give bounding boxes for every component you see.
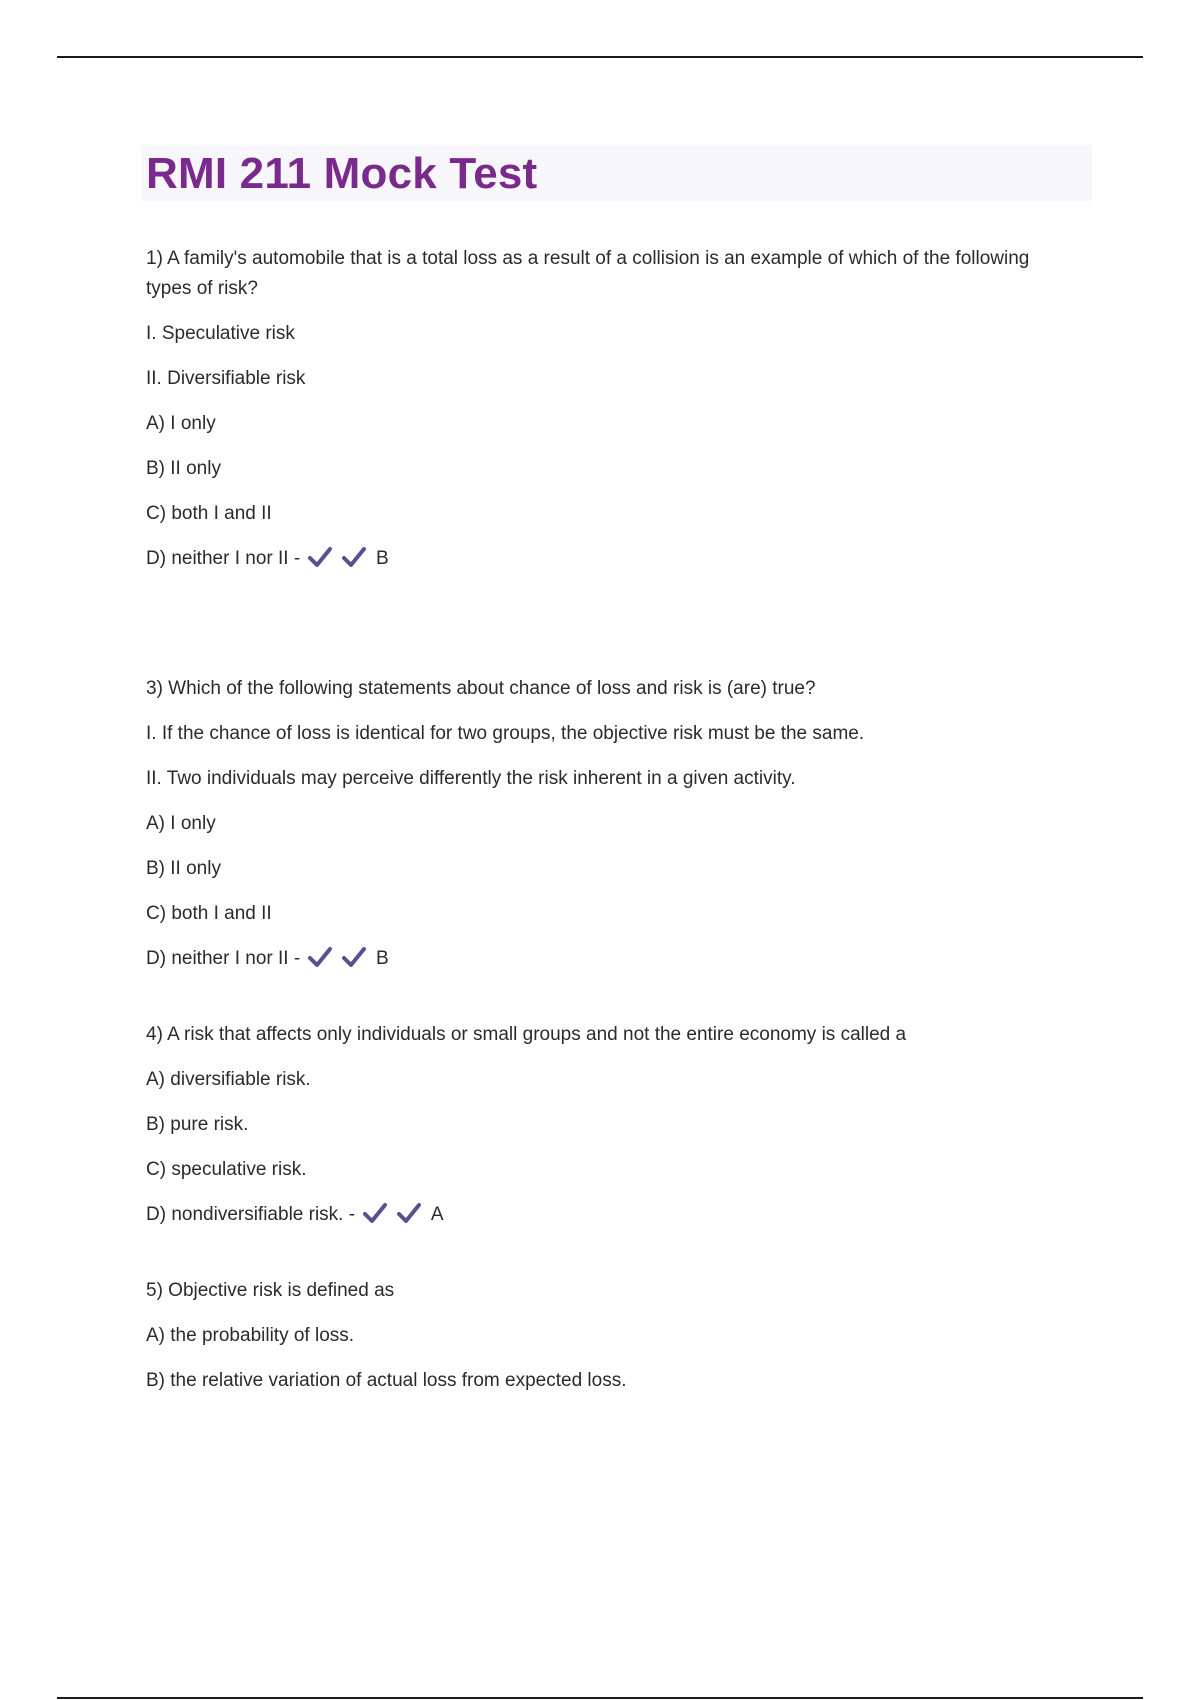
option-d: D) neither I nor II - — [146, 948, 301, 969]
option-d-with-answer — [146, 544, 1066, 574]
question-1 — [146, 244, 1066, 574]
answer-key: B — [376, 948, 389, 969]
option-d: D) nondiversifiable risk. - — [146, 1204, 356, 1225]
option-a: A) the probability of loss. — [146, 1325, 355, 1346]
question-stem: 4) A risk that affects only individuals or small groups and not the entire economy is called a — [146, 1024, 907, 1045]
statement: I. If the chance of loss is identical for two groups, the objective risk must be the same. — [146, 723, 865, 744]
question-4 — [146, 1020, 1066, 1230]
statement: II. Two individuals may perceive differently the risk inherent in a given activity. — [146, 768, 796, 789]
question-list — [146, 244, 1066, 1396]
option-c: C) both I and II — [146, 903, 272, 924]
option-b: B) II only — [146, 858, 221, 879]
option-d-with-answer — [146, 944, 1066, 974]
checkmark-icon — [307, 946, 333, 968]
checkmark-icon — [307, 546, 333, 568]
checkmark-icon — [341, 546, 367, 568]
question-5 — [146, 1276, 1066, 1396]
option-c: C) both I and II — [146, 503, 272, 524]
answer-key: B — [376, 548, 389, 569]
option-b: B) II only — [146, 458, 221, 479]
checkmark-icon — [341, 946, 367, 968]
option-a: A) diversifiable risk. — [146, 1069, 311, 1090]
answer-key: A — [430, 1204, 444, 1225]
option-d-with-answer — [146, 1200, 1066, 1230]
statement: II. Diversifiable risk — [146, 368, 306, 389]
bottom-rule — [57, 1697, 1143, 1699]
top-rule — [57, 56, 1143, 58]
question-stem: 3) Which of the following statements about chance of loss and risk is (are) true? — [146, 678, 816, 699]
option-d: D) neither I nor II - — [146, 548, 301, 569]
option-b: B) pure risk. — [146, 1114, 249, 1135]
question-3 — [146, 674, 1066, 974]
option-a: A) I only — [146, 413, 216, 434]
question-stem: 1) A family's automobile that is a total loss as a result of a collision is an example of which of the following types of risk? — [146, 248, 1030, 299]
option-a: A) I only — [146, 813, 216, 834]
document-title: RMI 211 Mock Test — [146, 149, 538, 198]
checkmark-icon — [396, 1202, 422, 1224]
option-c: C) speculative risk. — [146, 1159, 307, 1180]
question-stem: 5) Objective risk is defined as — [146, 1280, 395, 1301]
checkmark-icon — [362, 1202, 388, 1224]
statement: I. Speculative risk — [146, 323, 295, 344]
option-b: B) the relative variation of actual loss from expected loss. — [146, 1370, 627, 1391]
